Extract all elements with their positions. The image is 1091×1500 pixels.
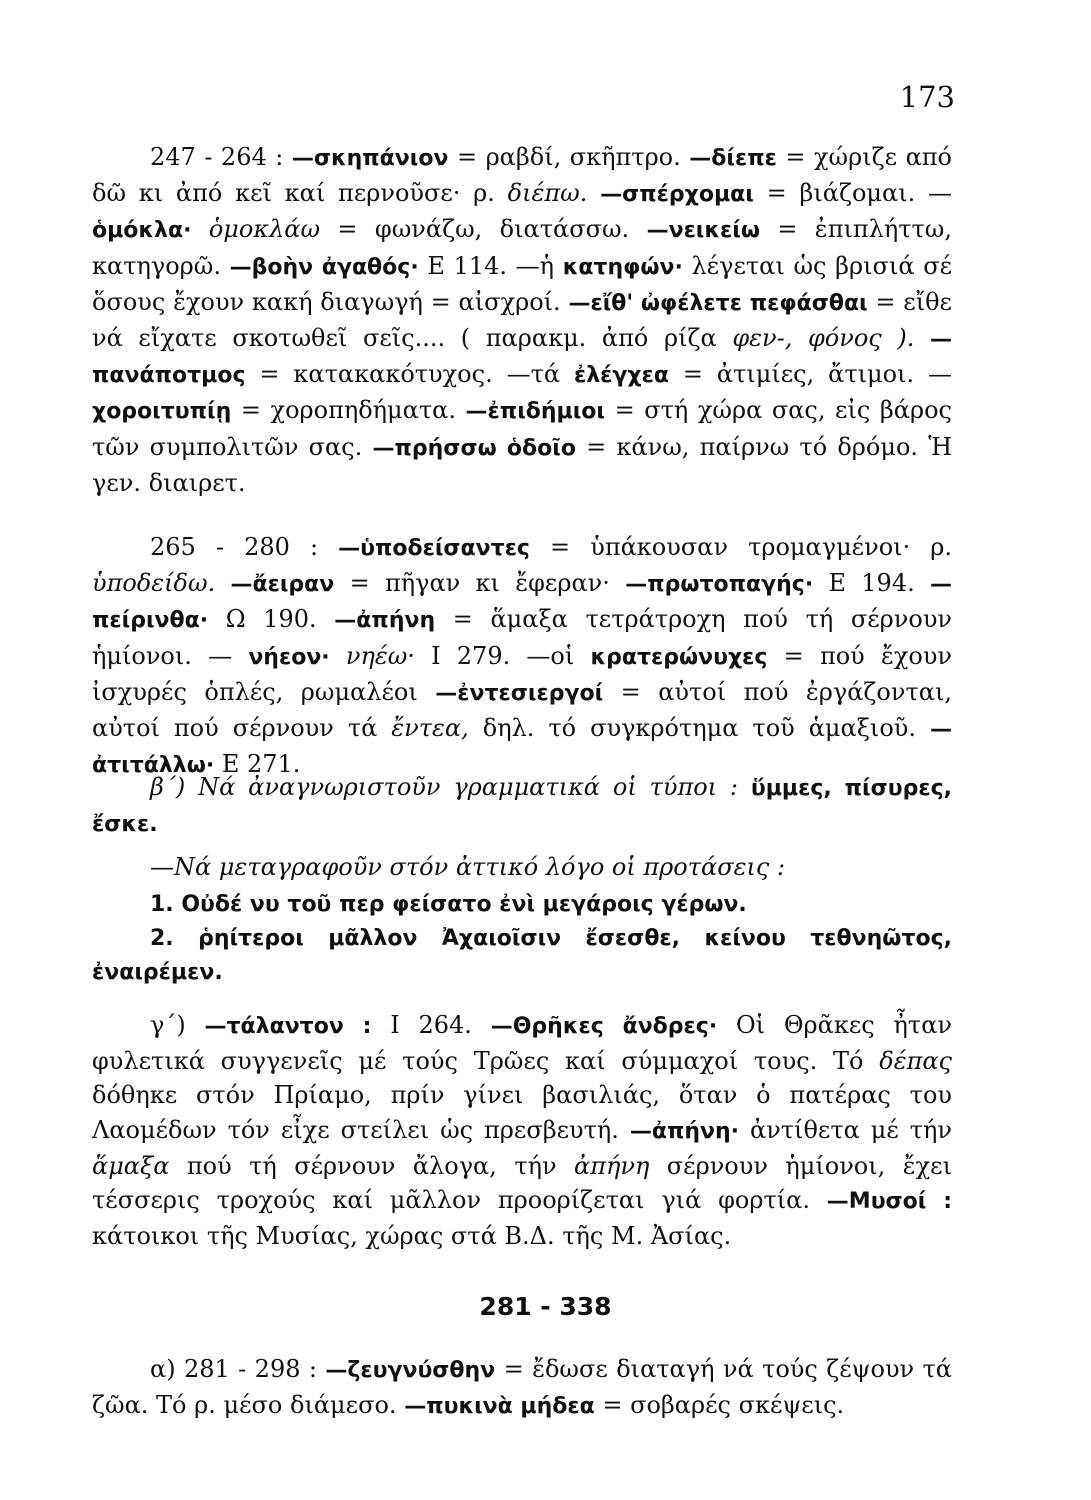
italic-text: φεν-, φόνος ). (732, 324, 915, 353)
text-run: Ε 194. (813, 569, 931, 598)
text-run: 247 - 264 : (150, 143, 292, 171)
bold-term: κατηφών· (562, 254, 683, 280)
text-run: σέρνουν ἡμίονοι, ἔχει τέσσερις τροχούς καί μᾶλλον προορίζεται γιά φορτία. (92, 1151, 952, 1215)
bold-term: —πανάποτμος (92, 327, 952, 389)
text-run: = ἀτιμίες, ἄτιμοι. — (668, 360, 953, 389)
text-run: = στή χώρα σας, εἰς βάρος τῶν συμπολιτῶν σας. (92, 396, 952, 461)
text-run: = ραβδί, σκῆπτρο. (448, 143, 690, 171)
exercise-b-instructions (92, 850, 952, 884)
text-run: Ι 264. (371, 1011, 491, 1039)
text-run (587, 179, 600, 207)
bold-term: ὕμμες, πίσυρες, ἔσκε. (92, 776, 952, 838)
bold-term: —Μυσοί : (826, 1189, 953, 1215)
bold-term: —ἐντεσιεργοί (435, 680, 604, 706)
paragraph-265-280 (92, 530, 952, 783)
paragraph-gamma (92, 1008, 952, 1253)
section-heading: 281 - 338 (479, 1292, 612, 1321)
bold-term: —Θρῆκες ἄνδρες· (490, 1014, 718, 1039)
bold-term: —ἄειραν (230, 572, 335, 598)
text-run (330, 642, 346, 670)
paragraph-247-264 (92, 140, 952, 500)
italic-text: ἀπήνη (574, 1151, 650, 1180)
text-run (191, 215, 208, 243)
text-run: = χοροπηδήματα. (231, 396, 466, 425)
bold-term: ἐλέγχεα (573, 363, 669, 389)
text-run: = κάνω, παίρνω τό δρόμο. Ἡ γεν. διαιρετ. (92, 432, 953, 497)
text-run: γ΄) (150, 1011, 205, 1039)
bold-term: —σκηπάνιον (291, 146, 449, 171)
bold-term: —ἀπήνη (334, 608, 436, 634)
text-run: Ι 279. —οἱ (414, 641, 591, 670)
text-run: ἀντίθετα μέ τήν (739, 1115, 952, 1144)
text-run: Ε 271. (214, 750, 301, 779)
italic-text: ἅμαξα (92, 1151, 170, 1180)
text-run: = βιάζομαι. — (753, 179, 952, 208)
italic-text: ὑποδείδω. (92, 569, 216, 598)
bold-term: —δίεπε (689, 146, 777, 171)
text-run: δόθηκε στόν Πρίαμο, πρίν γίνει βασιλιάς, ὅταν ὁ πατέρας του Λαομέδων τόν εἶχε στείλει ὡς πρεσβευτή. (92, 1081, 952, 1144)
text-run: = ἅμαξα τετράτροχη πού τή σέρνουν ἡμίονοι. — (92, 605, 952, 670)
bold-term: —πρήσσω ὁδοῖο (372, 435, 576, 461)
bold-term: —ἐπιδήμιοι (465, 399, 605, 425)
text-run: = σοβαρές σκέψεις. (594, 1391, 845, 1420)
text-run: πού τή σέρνουν ἄλογα, τήν (169, 1151, 575, 1180)
bold-term: —ἀπήνη· (629, 1118, 740, 1144)
bold-term: —τάλαντον : (204, 1014, 372, 1039)
text-run: δηλ. τό συγκρότημα τοῦ ἁμαξιοῦ. (468, 714, 930, 743)
bold-term: νήεον· (248, 644, 330, 670)
italic-text: ἔντεα, (391, 714, 469, 743)
exercise-b-forms (92, 770, 952, 842)
text-run (914, 324, 930, 352)
text-run: = χώριζε από δῶ κι ἀπό κεῖ καί περνοῦσε· ρ. (92, 143, 953, 208)
bold-term: —ὑποδείσαντες (338, 536, 530, 561)
text-run: Ε 114. —ἡ (418, 251, 563, 280)
bold-term: —εἴθ' ὠφέλετε πεφάσθαι (568, 290, 868, 316)
bold-term: —πρωτοπαγής· (625, 572, 814, 598)
text-run: Ω 190. (208, 605, 335, 634)
italic-text: διέπω. (507, 179, 588, 208)
text-run: = ὑπάκουσαν τρομαγμένοι· ρ. (529, 533, 953, 561)
sentence-1: 1. Οὐδέ νυ τοῦ περ φείσατο ἐνὶ μεγάροις γέρων. (150, 892, 747, 917)
text-run: α) 281 - 298 : (150, 1355, 326, 1383)
bold-term: —πυκινὰ μήδεα (404, 1394, 595, 1420)
exercise-b-sentences (92, 888, 952, 991)
text-run: = αὐτοί πού ἐργάζονται, αὐτοί πού σέρνουν τά (92, 677, 952, 743)
text-run (215, 569, 230, 597)
bold-term: κρατερώνυχες (590, 644, 768, 670)
italic-text: νηέω· (345, 641, 415, 670)
text-run: = κατακακότυχος. —τά (245, 360, 574, 389)
paragraph-281-298 (92, 1352, 952, 1424)
bold-term: —βοὴν ἀγαθός· (229, 254, 419, 280)
text-run: 265 - 280 : (150, 533, 339, 561)
text-run: = πού ἔχουν ἰσχυρές ὁπλές, ρωμαλέοι (92, 641, 953, 706)
bold-term: —πείρινθα· (92, 572, 953, 634)
bold-term: —σπέρχομαι (600, 182, 754, 208)
bold-term: —νεικείω (646, 218, 760, 244)
text-run: λέγεται ὡς βρισιά σέ ὅσους ἔχουν κακή διαγωγή = αἰσχροί. (92, 251, 953, 316)
sentence-2: 2. ῥηίτεροι μᾶλλον Ἀχαιοῖσιν ἔσεσθε, κείνου τεθνηῶτος, ἐναιρέμεν. (92, 926, 952, 986)
italic-text: δέπας (879, 1047, 952, 1076)
text-run: = εἴθε νά εἴχατε σκοτωθεῖ σεῖς.... ( παρακμ. ἀπό ρίζα (92, 287, 952, 353)
italic-text: ὁμοκλάω (208, 215, 321, 244)
bold-term: ὁμόκλα· (92, 218, 192, 244)
text-run: κάτοικοι τῆς Μυσίας, χώρας στά Β.Δ. τῆς Μ. Ἀσίας. (92, 1222, 732, 1251)
text-run: = ἔδωσε διαταγή νά τούς ζέψουν τά ζῶα. Τό ρ. μέσο διάμεσο. (92, 1355, 953, 1420)
bold-term: —ἀτιτάλλω· (92, 717, 952, 779)
bold-term: —ζευγνύσθην (325, 1358, 496, 1383)
text-run: = ἐπιπλήττω, κατηγορῶ. (92, 215, 952, 280)
text-run: = πῆγαν κι ἔφεραν· (334, 569, 626, 598)
italic-text: β΄) Νά ἀναγνωριστοῦν γραμματικά οἱ τύποι : (150, 773, 751, 801)
page-number: 173 (899, 80, 955, 114)
text-run: Οἱ Θρᾶκες ἦταν φυλετικά συγγενεῖς μέ τούς Τρῶες καί σύμμαχοί τους. Τό (92, 1011, 952, 1076)
text-run: = φωνάζω, διατάσσω. (320, 215, 647, 244)
italic-text: —Νά μεταγραφοῦν στόν ἀττικό λόγο οἱ προτάσεις : (150, 853, 786, 881)
bold-term: χοροιτυπίῃ (92, 399, 232, 425)
